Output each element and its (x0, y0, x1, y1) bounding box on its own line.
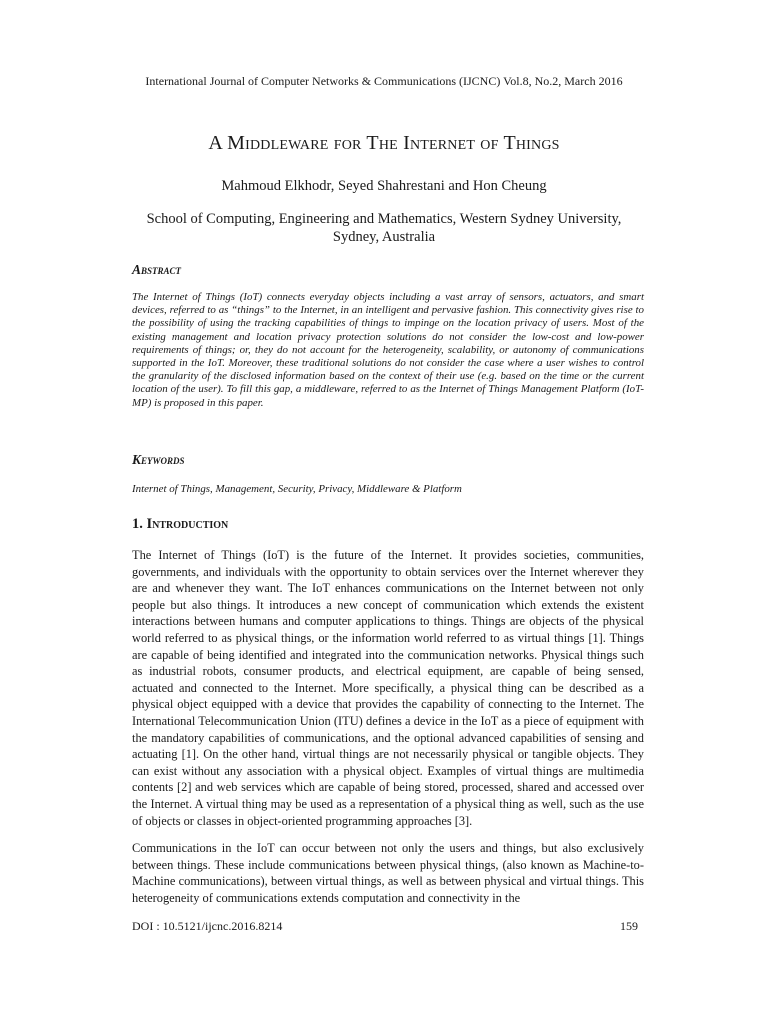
paper-affiliation: School of Computing, Engineering and Mathematics, Western Sydney University, Sydney, Australia (146, 211, 622, 245)
running-header: International Journal of Computer Networks & Communications (IJCNC) Vol.8, No.2, March 2016 (145, 74, 623, 88)
introduction-heading: 1. Introduction (132, 516, 229, 532)
paper-title: A Middleware for The Internet of Things (208, 132, 560, 154)
doi-footer: DOI : 10.5121/ijcnc.2016.8214 (132, 919, 283, 933)
keywords-heading: Keywords (132, 452, 185, 467)
keywords-text: Internet of Things, Management, Security, Privacy, Middleware & Platform (132, 483, 462, 495)
page-number: 159 (620, 919, 638, 933)
abstract-heading: Abstract (132, 262, 182, 277)
introduction-paragraph-1: The Internet of Things (IoT) is the future of the Internet. It provides societies, communities, governments, and individuals with the opportunity to obtain services over the Internet wherever they are and whenever they want. The IoT enhances communications on the Internet between not only people but also things. It introduces a new concept of communication which extends the existent interactions between humans and computer applications to things. Things are objects of the physical world referred to as physical things, or the information world referred to as virtual things [1]. Things are capable of being identified and integrated into the communication networks. Physical things such as industrial robots, consumer products, and electrical equipment, are capable of being sensed, actuated and connected to the Internet. More specifically, a physical thing can be described as a physical object equipped with a device that provides the capability of connecting to the Internet. The International Telecommunication Union (ITU) defines a device in the IoT as a piece of equipment with the mandatory capabilities of communications, and the optional advanced capabilities of sensing and actuating [1]. On the other hand, virtual things are not necessarily physical or tangible objects. They can exist without any association with a physical object. Examples of virtual things are multimedia contents [2] and web services which are capable of being stored, processed, shared and accessed over the Internet. A virtual thing may be used as a representation of a physical thing as well, such as the use of objects or classes in object-oriented programming approaches [3]. (132, 548, 644, 828)
paper-authors: Mahmoud Elkhodr, Seyed Shahrestani and Hon Cheung (221, 178, 547, 194)
introduction-paragraph-2: Communications in the IoT can occur between not only the users and things, but also exclusively between things. These include communications between physical things, (also known as Machine-to-Machine communications), between virtual things, as well as between physical and virtual things. This heterogeneity of communications extends computation and connectivity in the (132, 841, 644, 905)
abstract-text: The Internet of Things (IoT) connects everyday objects including a vast array of sensors, actuators, and smart devices, referred to as “things” to the Internet, in an intelligent and pervasive fashion. This connectivity gives rise to the possibility of using the tracking capabilities of things to impinge on the location privacy of users. Most of the existing management and location privacy protection solutions do not consider the low-cost and low-power requirements of things; or, they do not account for the heterogeneity, scalability, or autonomy of communications supported in the IoT. Moreover, these traditional solutions do not consider the case where a user wishes to control the granularity of the disclosed information based on the context of their use (e.g. based on the time or the current location of the user). To fill this gap, a middleware, referred to as the Internet of Things Management Platform (IoT-MP) is proposed in this paper. (132, 291, 644, 409)
